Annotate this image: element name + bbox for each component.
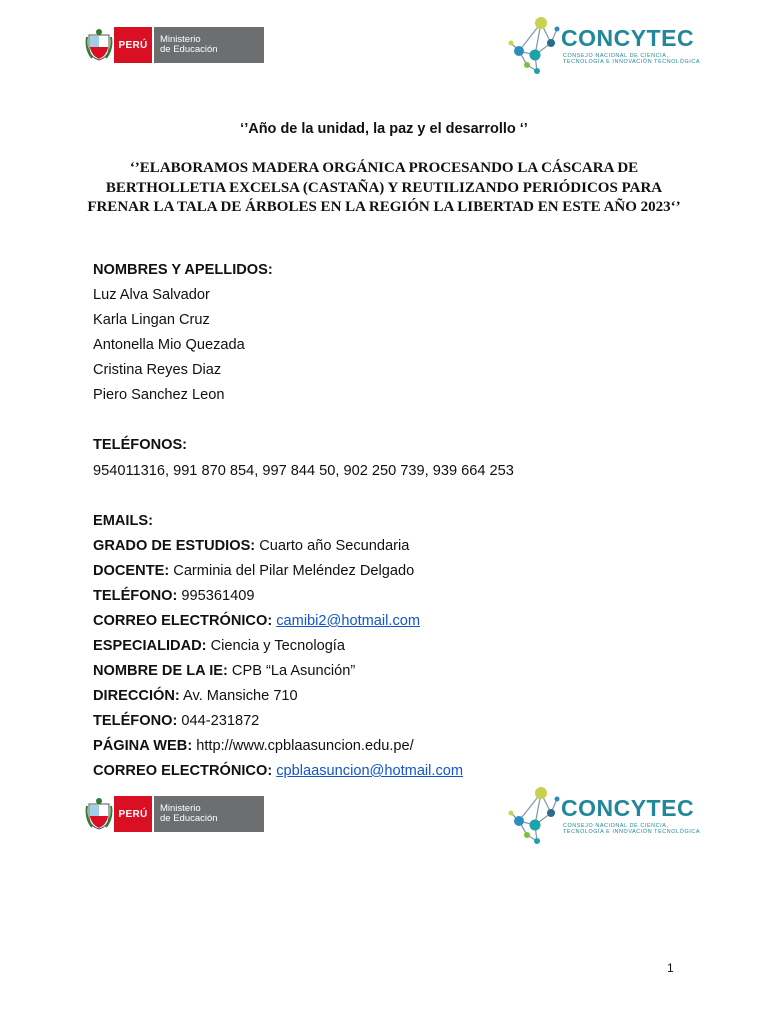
concytec-network-icon bbox=[505, 785, 565, 847]
specialty-row bbox=[93, 638, 345, 654]
student-name: Karla Lingan Cruz bbox=[93, 312, 210, 328]
school-row bbox=[93, 663, 355, 679]
teacher-row bbox=[93, 563, 414, 579]
concytec-subtitle bbox=[563, 823, 700, 835]
student-name: Antonella Mio Quezada bbox=[93, 337, 245, 353]
school-value: CPB “La Asunción” bbox=[231, 663, 356, 679]
specialty-label: ESPECIALIDAD: bbox=[93, 638, 207, 654]
teacher-email-row bbox=[93, 613, 420, 629]
grade-value: Cuarto año Secundaria bbox=[259, 538, 410, 554]
names-label: NOMBRES Y APELLIDOS: bbox=[93, 262, 273, 278]
school-label: NOMBRE DE LA IE: bbox=[93, 663, 228, 679]
school-phone-label: TELÉFONO: bbox=[93, 713, 178, 729]
teacher-email-link[interactable]: camibi2@hotmail.com bbox=[276, 613, 421, 629]
minedu-logo-footer bbox=[84, 796, 264, 832]
ministry-line1: Ministerio bbox=[160, 34, 201, 45]
page-number: 1 bbox=[667, 961, 674, 975]
coat-of-arms-icon bbox=[84, 27, 114, 63]
concytec-name: CONCYTEC bbox=[561, 795, 695, 821]
specialty-value: Ciencia y Tecnología bbox=[210, 638, 345, 654]
website-value: http://www.cpblaasuncion.edu.pe/ bbox=[196, 738, 414, 754]
concytec-subtitle-line1: CONSEJO NACIONAL DE CIENCIA, bbox=[563, 823, 669, 829]
school-email-label: CORREO ELECTRÓNICO: bbox=[93, 763, 273, 779]
ministry-line2: de Educación bbox=[160, 813, 218, 824]
concytec-subtitle bbox=[563, 53, 700, 65]
ministry-line1: Ministerio bbox=[160, 803, 201, 814]
concytec-network-icon bbox=[505, 15, 565, 77]
coat-of-arms-icon bbox=[84, 796, 114, 832]
project-title: ‘’ELABORAMOS MADERA ORGÁNICA PROCESANDO LA CÁSCARA DE BERTHOLLETIA EXCELSA (CASTAÑA) Y REUTILIZANDO PERIÓDICOS PARA FRENAR LA TALA DE ÁRBOLES EN LA REGIÓN LA LIBERTAD EN ESTE AÑO 2023‘’ bbox=[87, 160, 681, 215]
address-row bbox=[93, 688, 298, 704]
concytec-logo bbox=[505, 15, 715, 77]
concytec-subtitle-line2: TECNOLOGÍA E INNOVACIÓN TECNOLÓGICA bbox=[563, 59, 701, 65]
year-title: ‘’Año de la unidad, la paz y el desarrollo ‘’ bbox=[240, 121, 528, 137]
website-row bbox=[93, 738, 414, 754]
phones-label: TELÉFONOS: bbox=[93, 437, 188, 453]
teacher-label: DOCENTE: bbox=[93, 563, 170, 579]
school-phone-row bbox=[93, 713, 259, 729]
teacher-email-label: CORREO ELECTRÓNICO: bbox=[93, 613, 273, 629]
concytec-name: CONCYTEC bbox=[561, 25, 695, 51]
concytec-logo-footer bbox=[505, 785, 715, 847]
minedu-logo bbox=[84, 27, 264, 63]
school-email-row bbox=[93, 763, 463, 779]
school-phone-value: 044-231872 bbox=[181, 713, 260, 729]
ministry-label bbox=[152, 796, 264, 832]
website-label: PÁGINA WEB: bbox=[93, 738, 193, 754]
teacher-value: Carminia del Pilar Meléndez Delgado bbox=[173, 563, 415, 579]
grade-row bbox=[93, 538, 409, 554]
student-name: Luz Alva Salvador bbox=[93, 287, 210, 303]
student-name: Cristina Reyes Diaz bbox=[93, 362, 222, 378]
student-name: Piero Sanchez Leon bbox=[93, 387, 225, 403]
peru-label: PERÚ bbox=[114, 27, 152, 63]
concytec-subtitle-line2: TECNOLOGÍA E INNOVACIÓN TECNOLÓGICA bbox=[563, 829, 701, 835]
teacher-phone-row bbox=[93, 588, 254, 604]
teacher-phone-label: TELÉFONO: bbox=[93, 588, 178, 604]
teacher-phone-value: 995361409 bbox=[181, 588, 255, 604]
address-value: Av. Mansiche 710 bbox=[183, 688, 298, 704]
ministry-line2: de Educación bbox=[160, 44, 218, 55]
address-label: DIRECCIÓN: bbox=[93, 688, 180, 704]
phones-value: 954011316, 991 870 854, 997 844 50, 902 250 739, 939 664 253 bbox=[93, 463, 514, 479]
peru-label: PERÚ bbox=[114, 796, 152, 832]
ministry-label bbox=[152, 27, 264, 63]
emails-label: EMAILS: bbox=[93, 513, 153, 529]
concytec-subtitle-line1: CONSEJO NACIONAL DE CIENCIA, bbox=[563, 53, 669, 59]
school-email-link[interactable]: cpblaasuncion@hotmail.com bbox=[276, 763, 464, 779]
grade-label: GRADO DE ESTUDIOS: bbox=[93, 538, 256, 554]
